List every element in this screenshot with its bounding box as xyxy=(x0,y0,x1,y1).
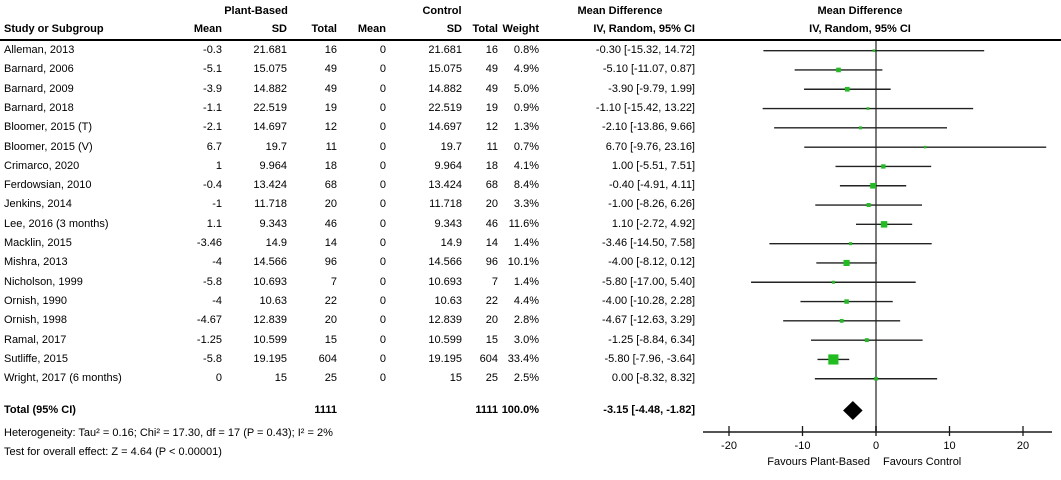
effect-square xyxy=(845,87,850,92)
control-sd: 14.697 xyxy=(428,121,462,134)
plant-based-total: 49 xyxy=(324,63,337,76)
study-row xyxy=(4,311,695,330)
ci-text-value: 1.00 [-5.51, 7.51] xyxy=(611,159,695,172)
study-label: Crimarco, 2020 xyxy=(4,159,80,172)
control-mean: 0 xyxy=(379,217,386,230)
study-row xyxy=(4,138,695,157)
plant-based-sd: 10.599 xyxy=(253,333,287,346)
study-row xyxy=(4,253,695,272)
plant-based-mean: 1.1 xyxy=(206,217,222,230)
study-label: Ramal, 2017 xyxy=(4,333,67,346)
control-mean: 0 xyxy=(379,101,386,114)
effect-square xyxy=(840,319,844,323)
plant-based-sd: 19.195 xyxy=(253,352,287,365)
control-total: 18 xyxy=(485,159,498,172)
control-total: 68 xyxy=(485,179,498,192)
total-row xyxy=(4,401,695,420)
study-row xyxy=(4,215,695,234)
plant-based-total: 46 xyxy=(324,217,337,230)
control-total: 49 xyxy=(485,82,498,95)
column-header-c-mean: Mean xyxy=(357,23,386,35)
study-row xyxy=(4,369,695,388)
effect-square xyxy=(881,164,885,168)
column-header-mean-difference-text: Mean Difference xyxy=(577,5,663,17)
study-label: Mishra, 2013 xyxy=(4,256,68,269)
effect-square xyxy=(849,242,852,245)
weight-value: 33.4% xyxy=(507,352,539,365)
control-total: 14 xyxy=(485,237,498,249)
column-header-ci-text: IV, Random, 95% CI xyxy=(593,23,695,35)
ci-text-value: -5.80 [-7.96, -3.64] xyxy=(604,352,695,365)
plant-based-mean: -2.1 xyxy=(203,121,222,134)
control-total: 12 xyxy=(485,121,498,134)
plant-based-total: 22 xyxy=(324,294,337,307)
weight-value: 4.1% xyxy=(513,159,539,172)
control-sd: 21.681 xyxy=(428,44,462,56)
control-mean: 0 xyxy=(379,237,386,249)
control-mean: 0 xyxy=(379,159,386,172)
weight-value: 1.4% xyxy=(513,275,539,288)
column-header-c-total: Total xyxy=(472,23,498,35)
control-mean: 0 xyxy=(379,294,386,307)
ci-text-value: -1.10 [-15.42, 13.22] xyxy=(595,101,695,114)
control-total: 604 xyxy=(479,352,498,365)
control-sd: 9.964 xyxy=(434,159,462,172)
control-mean: 0 xyxy=(379,256,386,269)
control-sd: 19.195 xyxy=(428,352,462,365)
control-mean: 0 xyxy=(379,82,386,95)
plant-based-total: 7 xyxy=(330,275,337,288)
control-mean: 0 xyxy=(379,179,386,192)
column-header-c-sd: SD xyxy=(446,23,462,35)
control-sd: 13.424 xyxy=(428,179,462,192)
weight-value: 5.0% xyxy=(513,82,539,95)
plant-based-mean: -3.46 xyxy=(196,237,222,249)
plant-based-sd: 19.7 xyxy=(265,140,287,153)
study-row xyxy=(4,99,695,118)
study-label: Jenkins, 2014 xyxy=(4,198,72,211)
control-total: 49 xyxy=(485,63,498,76)
ci-text-value: -0.40 [-4.91, 4.11] xyxy=(608,179,695,192)
study-row xyxy=(4,80,695,99)
control-total: 20 xyxy=(485,314,498,327)
study-row xyxy=(4,157,695,176)
weight-value: 10.1% xyxy=(507,256,539,269)
study-label: Wright, 2017 (6 months) xyxy=(4,372,122,385)
control-mean: 0 xyxy=(379,372,386,385)
effect-square xyxy=(844,260,850,266)
plant-based-mean: -4 xyxy=(212,256,222,269)
weight-value: 4.9% xyxy=(513,63,539,76)
column-header-row xyxy=(4,21,695,38)
effect-square xyxy=(859,126,862,129)
effect-square xyxy=(874,377,878,381)
total-diamond xyxy=(843,401,863,420)
study-label: Barnard, 2009 xyxy=(4,82,74,95)
plant-based-sd: 10.693 xyxy=(253,275,287,288)
plant-based-total: 68 xyxy=(324,179,337,192)
ci-text-value: -0.30 [-15.32, 14.72] xyxy=(595,44,695,56)
total-c-total: 1111 xyxy=(475,404,498,416)
control-total: 19 xyxy=(485,101,498,114)
group-header-control: Control xyxy=(422,5,462,17)
x-axis-tick-label: -10 xyxy=(794,440,811,452)
study-label: Ornish, 1990 xyxy=(4,294,67,307)
weight-value: 0.9% xyxy=(513,101,539,114)
study-row xyxy=(4,273,695,292)
plant-based-sd: 10.63 xyxy=(259,294,287,307)
weight-value: 0.7% xyxy=(513,140,539,153)
study-label: Nicholson, 1999 xyxy=(4,275,83,288)
plant-based-sd: 22.519 xyxy=(253,101,287,114)
plant-based-mean: -5.1 xyxy=(203,63,222,76)
control-sd: 15 xyxy=(449,372,462,385)
ci-text-value: -5.80 [-17.00, 5.40] xyxy=(602,275,695,288)
column-header-mean-difference-plot: Mean Difference xyxy=(817,5,903,17)
control-mean: 0 xyxy=(379,333,386,346)
ci-text-value: -2.10 [-13.86, 9.66] xyxy=(602,121,695,134)
total-label: Total (95% CI) xyxy=(4,404,76,416)
ci-text-value: -4.67 [-12.63, 3.29] xyxy=(602,314,695,327)
study-label: Bloomer, 2015 (V) xyxy=(4,140,93,153)
column-header-pb-total: Total xyxy=(311,23,337,35)
total-pb-total: 1111 xyxy=(314,404,337,416)
control-total: 11 xyxy=(486,140,498,153)
weight-value: 4.4% xyxy=(513,294,539,307)
study-label: Barnard, 2006 xyxy=(4,63,74,76)
plant-based-sd: 12.839 xyxy=(253,314,287,327)
study-row xyxy=(4,176,695,195)
plant-based-sd: 9.343 xyxy=(259,217,287,230)
plant-based-sd: 15 xyxy=(274,372,287,385)
weight-value: 1.3% xyxy=(513,121,539,134)
control-sd: 22.519 xyxy=(428,101,462,114)
total-weight: 100.0% xyxy=(501,404,539,416)
weight-value: 11.6% xyxy=(508,217,539,230)
plant-based-sd: 14.9 xyxy=(265,237,287,249)
total-ci: -3.15 [-4.48, -1.82] xyxy=(603,404,695,416)
control-mean: 0 xyxy=(379,121,386,134)
ci-text-value: 0.00 [-8.32, 8.32] xyxy=(611,372,695,385)
study-row xyxy=(4,331,695,350)
heterogeneity-note: Heterogeneity: Tau² = 0.16; Chi² = 17.30, df = 17 (P = 0.43); I² = 2% xyxy=(4,427,333,439)
weight-value: 2.8% xyxy=(513,314,539,327)
study-label: Alleman, 2013 xyxy=(4,44,75,56)
control-sd: 14.9 xyxy=(440,237,462,249)
study-label: Ferdowsian, 2010 xyxy=(4,179,92,192)
plant-based-mean: -0.4 xyxy=(203,179,222,192)
column-header-weight: Weight xyxy=(502,23,539,35)
study-row xyxy=(4,118,695,137)
plant-based-total: 15 xyxy=(324,333,337,346)
effect-square xyxy=(867,203,871,207)
study-row xyxy=(4,350,695,369)
effect-square xyxy=(832,281,835,284)
plant-based-mean: -4 xyxy=(212,294,222,307)
control-sd: 19.7 xyxy=(440,140,462,153)
plant-based-total: 12 xyxy=(324,121,337,134)
study-label: Lee, 2016 (3 months) xyxy=(4,217,109,230)
plant-based-mean: 0 xyxy=(215,372,222,385)
control-total: 15 xyxy=(485,333,498,346)
weight-value: 3.3% xyxy=(513,198,539,211)
control-total: 46 xyxy=(485,217,498,230)
study-row xyxy=(4,292,695,311)
study-row xyxy=(4,234,695,253)
control-total: 20 xyxy=(485,198,498,211)
control-total: 96 xyxy=(485,256,498,269)
plant-based-sd: 14.566 xyxy=(253,256,287,269)
group-header-plant-based: Plant-Based xyxy=(224,5,288,17)
control-total: 7 xyxy=(491,275,498,288)
effect-square xyxy=(873,49,876,52)
control-sd: 10.63 xyxy=(434,294,462,307)
plant-based-mean: -4.67 xyxy=(196,314,222,327)
control-total: 22 xyxy=(485,294,498,307)
plant-based-total: 16 xyxy=(324,44,337,56)
x-axis-tick-label: 10 xyxy=(943,440,956,452)
plant-based-mean: -1.25 xyxy=(196,333,222,346)
control-sd: 15.075 xyxy=(428,63,462,76)
ci-text-value: -1.00 [-8.26, 6.26] xyxy=(608,198,695,211)
plant-based-mean: -3.9 xyxy=(203,82,222,95)
ci-text-value: -1.25 [-8.84, 6.34] xyxy=(608,333,695,346)
weight-value: 8.4% xyxy=(513,179,539,192)
plant-based-sd: 14.882 xyxy=(253,82,287,95)
control-sd: 10.599 xyxy=(428,333,462,346)
effect-square xyxy=(844,299,848,303)
ci-text-value: -3.90 [-9.79, 1.99] xyxy=(608,82,695,95)
plant-based-total: 25 xyxy=(324,372,337,385)
effect-square xyxy=(867,107,870,110)
weight-value: 2.5% xyxy=(513,372,539,385)
study-label: Bloomer, 2015 (T) xyxy=(4,121,93,134)
study-label: Macklin, 2015 xyxy=(4,237,72,249)
plant-based-mean: -1.1 xyxy=(203,101,222,114)
study-label: Sutliffe, 2015 xyxy=(4,352,69,365)
plant-based-sd: 21.681 xyxy=(253,44,287,56)
plant-based-sd: 15.075 xyxy=(253,63,287,76)
effect-square xyxy=(881,221,887,227)
plant-based-total: 18 xyxy=(324,159,337,172)
control-sd: 9.343 xyxy=(434,217,462,230)
weight-value: 1.4% xyxy=(513,237,539,249)
ci-text-value: 1.10 [-2.72, 4.92] xyxy=(611,217,695,230)
control-sd: 14.566 xyxy=(428,256,462,269)
control-mean: 0 xyxy=(379,314,386,327)
ci-text-value: -3.46 [-14.50, 7.58] xyxy=(602,237,695,249)
plant-based-total: 49 xyxy=(324,82,337,95)
column-header-study: Study or Subgroup xyxy=(4,23,104,35)
effect-square xyxy=(836,68,841,73)
effect-square xyxy=(924,146,926,148)
study-label: Barnard, 2018 xyxy=(4,101,74,114)
control-total: 25 xyxy=(485,372,498,385)
plant-based-total: 19 xyxy=(324,101,337,114)
control-sd: 14.882 xyxy=(428,82,462,95)
ci-text-value: 6.70 [-9.76, 23.16] xyxy=(605,140,695,153)
ci-text-value: -4.00 [-8.12, 0.12] xyxy=(608,256,695,269)
column-header-pb-sd: SD xyxy=(271,23,287,35)
ci-text-value: -4.00 [-10.28, 2.28] xyxy=(602,294,695,307)
plant-based-mean: -1 xyxy=(212,198,222,211)
study-row xyxy=(4,60,695,79)
plant-based-mean: 6.7 xyxy=(206,140,222,153)
x-axis-tick-label: 0 xyxy=(872,440,880,452)
favours-left-label: Favours Plant-Based xyxy=(767,456,870,468)
plant-based-sd: 11.718 xyxy=(254,198,287,211)
control-mean: 0 xyxy=(379,198,386,211)
control-mean: 0 xyxy=(379,140,386,153)
effect-square xyxy=(870,183,876,189)
plant-based-total: 20 xyxy=(324,314,337,327)
weight-value: 3.0% xyxy=(513,333,539,346)
favours-right-label: Favours Control xyxy=(883,456,962,468)
study-row xyxy=(4,195,695,214)
plant-based-sd: 9.964 xyxy=(259,159,287,172)
plant-based-sd: 14.697 xyxy=(253,121,287,134)
column-header-pb-mean: Mean xyxy=(193,23,222,35)
study-label: Ornish, 1998 xyxy=(4,314,67,327)
plant-based-mean: 1 xyxy=(215,159,222,172)
weight-value: 0.8% xyxy=(513,44,539,56)
control-sd: 10.693 xyxy=(428,275,462,288)
control-mean: 0 xyxy=(379,352,386,365)
study-row xyxy=(4,41,695,60)
plant-based-mean: -0.3 xyxy=(203,44,222,56)
x-axis-tick-label: 20 xyxy=(1016,440,1030,452)
x-axis-tick-label: -20 xyxy=(721,440,737,452)
plant-based-mean: -5.8 xyxy=(203,275,222,288)
ci-text-value: -5.10 [-11.07, 0.87] xyxy=(602,63,695,76)
control-sd: 12.839 xyxy=(428,314,462,327)
control-mean: 0 xyxy=(379,63,386,76)
plant-based-sd: 13.424 xyxy=(253,179,287,192)
plant-based-total: 11 xyxy=(325,140,337,153)
control-mean: 0 xyxy=(379,44,386,56)
plant-based-mean: -5.8 xyxy=(203,352,222,365)
control-sd: 11.718 xyxy=(429,198,462,211)
plant-based-total: 14 xyxy=(324,237,337,249)
plant-based-total: 96 xyxy=(324,256,337,269)
column-header-ci-plot: IV, Random, 95% CI xyxy=(809,23,911,35)
control-mean: 0 xyxy=(379,275,386,288)
effect-square xyxy=(865,338,869,342)
plant-based-total: 20 xyxy=(324,198,337,211)
effect-square xyxy=(828,354,838,364)
plant-based-total: 604 xyxy=(318,352,337,365)
control-total: 16 xyxy=(485,44,498,56)
overall-effect-note: Test for overall effect: Z = 4.64 (P < 0.00001) xyxy=(4,446,222,458)
